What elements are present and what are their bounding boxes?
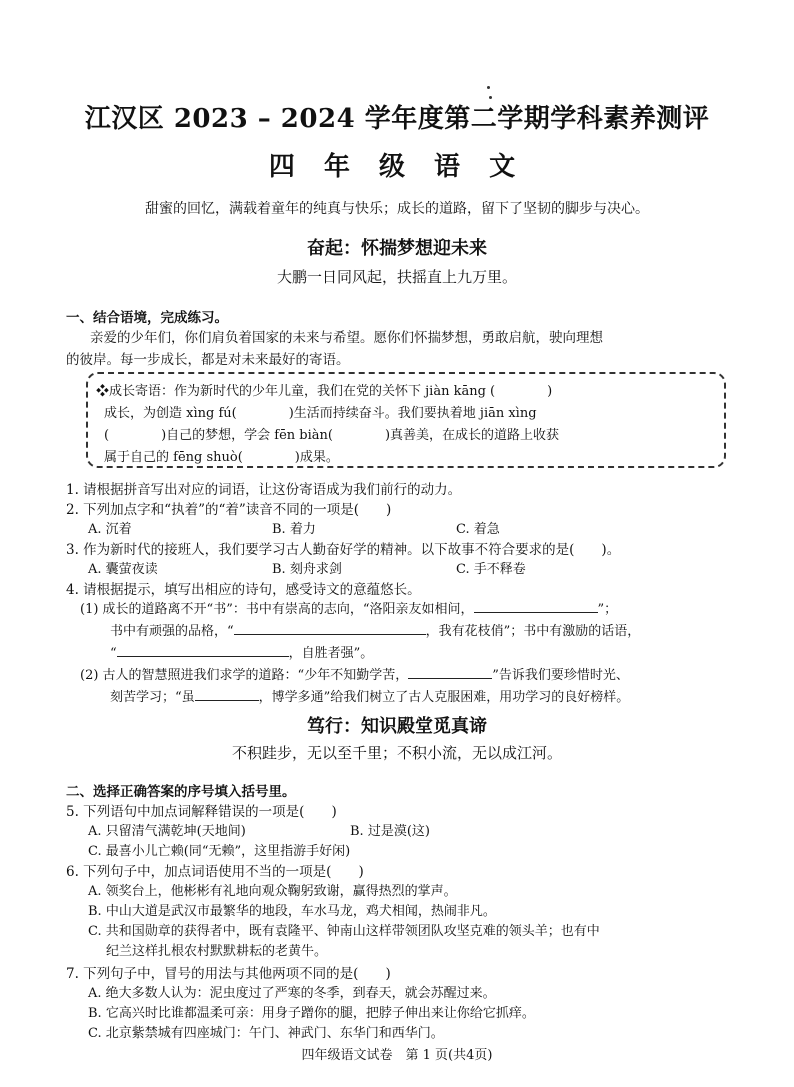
scan-speck — [487, 86, 490, 89]
q5-option-a: A. 只留清气满乾坤(天地间) — [88, 824, 246, 839]
q6-option-c-line1: C. 共和国勋章的获得者中，既有袁隆平、钟南山这样带领团队攻坚克难的领头羊；也有中 — [88, 924, 600, 939]
part1-para-line2: 的彼岸。每一步成长，都是对未来最好的寄语。 — [66, 352, 350, 368]
q2-option-b: B. 着力 — [272, 522, 316, 537]
question-6: 6. 下列句子中，加点词语使用不当的一项是( ) — [66, 864, 364, 880]
q4-1-line2-mid: ，我有花枝俏”；书中有激励的话语， — [425, 624, 641, 639]
page-footer: 四年级语文试卷 第 1 页(共4页) — [301, 1048, 493, 1063]
q4-2-line2-end: ，博学多通”给我们树立了古人克服困难，用功学习的良好榜样。 — [258, 690, 630, 705]
question-4: 4. 请根据提示，填写出相应的诗句，感受诗文的意蕴悠长。 — [66, 582, 421, 598]
q4-1-line1-end: ”； — [597, 602, 618, 617]
question-7: 7. 下列句子中，冒号的用法与其他两项不同的是( ) — [66, 966, 391, 982]
box-line-3: ( )自己的梦想，学会 fēn biàn( )真善美，在成长的道路上收获 — [104, 428, 560, 443]
q2-option-a: A. 沉着 — [88, 522, 132, 537]
part1-title: 一、结合语境，完成练习。 — [66, 310, 228, 326]
q3-option-c: C. 手不释卷 — [456, 562, 526, 577]
q4-1-line1 — [80, 598, 617, 617]
box-line-1: ❖成长寄语：作为新时代的少年儿童，我们在党的关怀下 jiàn kāng ( ) — [96, 384, 553, 399]
q4-2-line1-text: (2) 古人的智慧照进我们求学的道路：“少年不知勤学苦， — [80, 668, 409, 683]
q4-1-line3-end: ，自胜者强”。 — [288, 646, 374, 661]
box-line-4: 属于自己的 fēng shuò( )成果。 — [104, 450, 339, 465]
section1-quote: 大鹏一日同风起，扶摇直上九万里。 — [276, 268, 517, 286]
section2-heading: 笃行：知识殿堂觅真谛 — [307, 716, 487, 737]
box-line-2: 成长，为创造 xìng fú( )生活而持续奋斗。我们要执着地 jiān xìng — [104, 406, 537, 421]
q4-1-line3-start: “ — [110, 646, 117, 661]
part2-title: 二、选择正确答案的序号填入括号里。 — [66, 784, 296, 800]
q4-1-line1-text: (1) 成长的道路离不开“书”：书中有崇高的志向，“洛阳亲友如相问， — [80, 602, 474, 617]
exam-title: 江汉区 2023 – 2024 学年度第二学期学科素养测评 — [84, 104, 710, 134]
scan-speck — [489, 96, 492, 99]
question-5: 5. 下列语句中加点词解释错误的一项是( ) — [66, 804, 337, 820]
section1-heading: 奋起：怀揣梦想迎未来 — [307, 238, 487, 259]
answer-blank[interactable] — [117, 644, 289, 657]
q3-option-b: B. 刻舟求剑 — [272, 562, 342, 577]
q4-1-line2 — [110, 620, 640, 639]
section2-quote: 不积跬步，无以至千里；不积小流，无以成江河。 — [231, 744, 562, 762]
q4-2-line1 — [80, 664, 629, 683]
q6-option-c-line2: 纪兰这样扎根农村默默耕耘的老黄牛。 — [106, 944, 328, 959]
q2-option-c: C. 着急 — [456, 522, 500, 537]
answer-blank[interactable] — [195, 688, 259, 701]
q7-option-c: C. 北京紫禁城有四座城门：午门、神武门、东华门和西华门。 — [88, 1026, 444, 1041]
question-3: 3. 作为新时代的接班人，我们要学习古人勤奋好学的精神。以下故事不符合要求的是( )。 — [66, 542, 621, 558]
q5-option-b: B. 过是漠(这) — [350, 824, 430, 839]
q3-option-a: A. 囊萤夜读 — [88, 562, 158, 577]
q4-1-line2-text: 书中有顽强的品格，“ — [110, 624, 234, 639]
question-1: 1. 请根据拼音写出对应的词语，让这份寄语成为我们前行的动力。 — [66, 482, 462, 498]
answer-blank[interactable] — [234, 622, 426, 635]
q4-2-line2-text: 刻苦学习；“虽 — [110, 690, 195, 705]
intro-text: 甜蜜的回忆，满载着童年的纯真与快乐；成长的道路，留下了坚韧的脚步与决心。 — [145, 201, 649, 217]
q6-option-b: B. 中山大道是武汉市最繁华的地段，车水马龙，鸡犬相闻，热闹非凡。 — [88, 904, 496, 919]
answer-blank[interactable] — [408, 666, 492, 679]
part1-para-line1: 亲爱的少年们，你们肩负着国家的未来与希望。愿你们怀揣梦想，勇敢启航，驶向理想 — [90, 330, 603, 346]
q6-option-a: A. 领奖台上，他彬彬有礼地向观众鞠躬致谢，赢得热烈的掌声。 — [88, 884, 457, 899]
q7-option-b: B. 它高兴时比谁都温柔可亲：用身子蹭你的腿，把脖子伸出来让你给它抓痒。 — [88, 1006, 535, 1021]
q4-2-line1-end: ”告诉我们要珍惜时光、 — [492, 668, 629, 683]
q7-option-a: A. 绝大多数人认为：泥虫度过了严寒的冬季，到春天，就会苏醒过来。 — [88, 986, 496, 1001]
q4-1-line3 — [110, 642, 373, 661]
answer-blank[interactable] — [474, 600, 598, 613]
q4-2-line2 — [110, 686, 629, 705]
exam-subtitle: 四 年 级 语 文 — [268, 152, 526, 182]
q5-option-c: C. 最喜小儿亡赖(同“无赖”，这里指游手好闲) — [88, 844, 351, 859]
question-2: 2. 下列加点字和“执着”的“着”读音不同的一项是( ) — [66, 502, 392, 518]
